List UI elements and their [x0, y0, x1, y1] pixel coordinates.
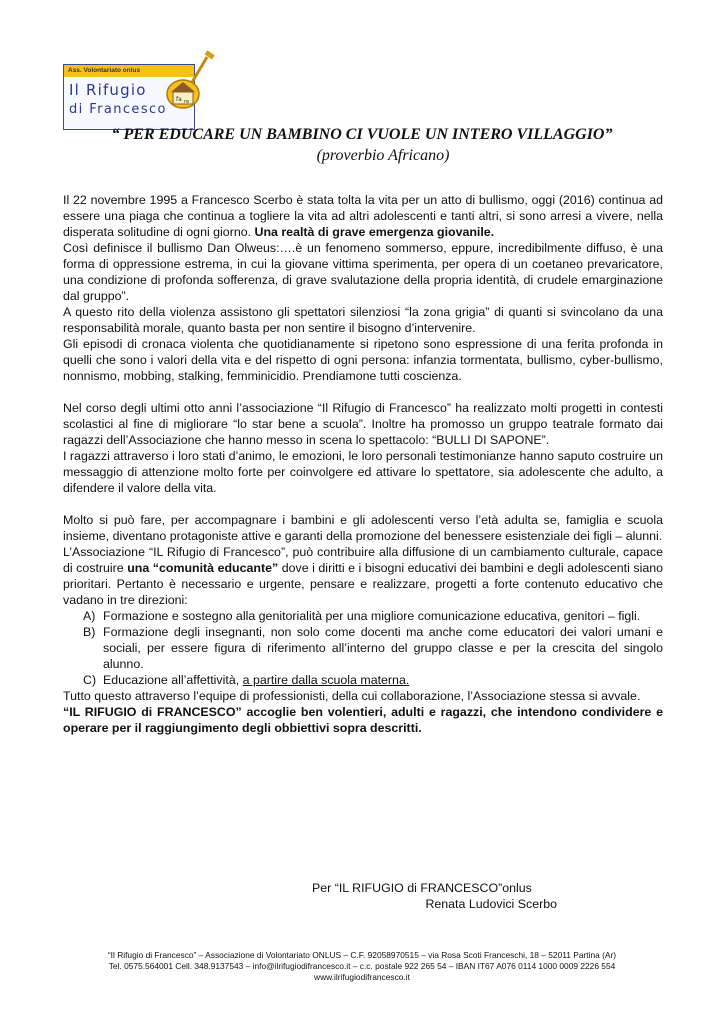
guitar-house-icon [159, 50, 223, 114]
list-item [63, 672, 663, 688]
logo-top-text: Ass. Volontariato onlus [64, 65, 194, 77]
svg-text:re: re [184, 99, 190, 105]
list-item-text: Formazione degli insegnanti, non solo come docenti ma anche come educatori dei valori umani e sociali, per essere figura di riferimento all’interno del gruppo classe e per la crescita del singolo alunno. [103, 625, 663, 671]
logo-line-2: di Francesco [69, 102, 167, 117]
list-item-label: C) [83, 673, 97, 687]
paragraph-9: Tutto questo attraverso l’equipe di professionisti, della cui collaborazione, l’Associazione stessa si avvale. [63, 689, 641, 703]
paragraph-4: Gli episodi di cronaca violenta che quotidianamente si ripetono sono espressione di una ferita profonda in quelli che sono i valori della vita e del rispetto di ogni persona: infanzia tormentata, bullismo, cyber-bullismo, nonnismo, mobbing, stalking, femminicidio. Prendiamone tutti coscienza. [63, 337, 663, 383]
list-item-text: Formazione e sostegno alla genitorialità per una migliore comunicazione educativa, genitori – figli. [103, 609, 641, 623]
letter-body [63, 192, 663, 736]
list-item [63, 624, 663, 672]
paragraph-2: Così definisce il bullismo Dan Olweus:….è un fenomeno sommerso, eppure, incredibilmente diffuso, è una forma di oppressione estrema, in cui la giovane vittima sperimenta, per opera di un coetaneo prevaricatore, una condizione di profonda sofferenza, di grave svalutazione della propria identità, di crudele emarginazione dal gruppo”. [63, 241, 663, 303]
logo-line-1: Il Rifugio [69, 81, 147, 99]
spacer [63, 496, 663, 512]
closing-statement: “IL RIFUGIO di FRANCESCO” accoglie ben volentieri, adulti e ragazzi, che intendono condividere e operare per il raggiungimento degli obbiettivi sopra descritti. [63, 705, 663, 735]
paragraph-1 [63, 192, 663, 240]
paragraph-6: I ragazzi attraverso i loro stati d’animo, le emozioni, le loro personali testimonianze hanno saputo costruire un messaggio di attenzione molto forte per coinvolgere ed attivare lo spettatore, sia adolescente che adulto, a difendere il valore della vita. [63, 449, 663, 495]
footer-line-2: Tel. 0575.564001 Cell. 348.9137543 – info@ilrifugiodifrancesco.it – c.c. postale 922 265 54 – IBAN IT67 A076 0114 1000 0009 2226 554 [108, 961, 616, 971]
paragraph-5: Nel corso degli ultimi otto anni l’associazione “Il Rifugio di Francesco” ha realizzato molti progetti in contesti scolastici al fine di migliorare “lo star bene a scuola”. Inoltre ha promosso un gruppo teatrale formato dai ragazzi dell’Associazione che hanno messo in scena lo spettacolo: “BULLI DI SAPONE”. [63, 401, 663, 447]
list-item-underlined: a partire dalla scuola materna. [242, 673, 410, 687]
page-title: “ PER EDUCARE UN BAMBINO CI VUOLE UN INTERO VILLAGGIO” [111, 126, 613, 143]
list-item-label: B) [83, 625, 96, 639]
page-subtitle: (proverbio Africano) [316, 147, 450, 164]
association-logo [63, 50, 223, 132]
paragraph-8-text-a: L’Associazione “IL Rifugio di Francesco”, può contribuire alla diffusione di un cambiamento culturale, capace di costruire [63, 545, 663, 575]
paragraph-7: Molto si può fare, per accompagnare i bambini e gli adolescenti verso l’età adulta se, famiglia e scuola insieme, diventano protagoniste attive e garanti della promozione del benessere esistenziale dei figli – alunni. [63, 513, 663, 543]
footer [40, 950, 684, 983]
paragraph-8-text-b: dove i diritti e i bisogni educativi dei bambini e degli adolescenti siano prioritari. Pertanto è necessario e urgente, pensare e realizzare, progetti a forte contenuto educativo che vadano in tre direzioni: [63, 561, 664, 607]
signature-organization: Per “IL RIFUGIO di FRANCESCO”onlus [312, 881, 532, 895]
spacer [63, 384, 663, 400]
directions-list [63, 608, 663, 688]
list-item [63, 608, 663, 624]
footer-line-1: “Il Rifugio di Francesco” – Associazione di Volontariato ONLUS – C.F. 92058970515 – via Rosa Scoti Franceschi, 18 – 52011 Partina (Ar) [107, 950, 617, 960]
signature-name: Renata Ludovici Scerbo [425, 897, 557, 911]
svg-text:fa: fa [176, 96, 182, 103]
paragraph-3: A questo rito della violenza assistono gli spettatori silenziosi “la zona grigia” di quanti si svincolano da una responsabilità morale, quanto basta per non sentire il bisogno d’intervenire. [63, 305, 663, 335]
list-item-text: Educazione all’affettività, [103, 673, 243, 687]
paragraph-1-text: Il 22 novembre 1995 a Francesco Scerbo è stata tolta la vita per un atto di bullismo, oggi (2016) continua ad essere una piaga che continua a togliere la vita ad altri adolescenti e tanti altri, si sono arresi a vivere, nella disperata solitudine di ogni giorno. [63, 193, 663, 239]
paragraph-8-bold: una “comunità educante” [127, 561, 279, 575]
signature-block [312, 880, 557, 912]
list-item-label: A) [83, 609, 96, 623]
paragraph-1-bold: Una realtà di grave emergenza giovanile. [254, 225, 495, 239]
footer-website: www.ilrifugiodifrancesco.it [314, 972, 410, 982]
paragraph-8 [63, 544, 663, 608]
